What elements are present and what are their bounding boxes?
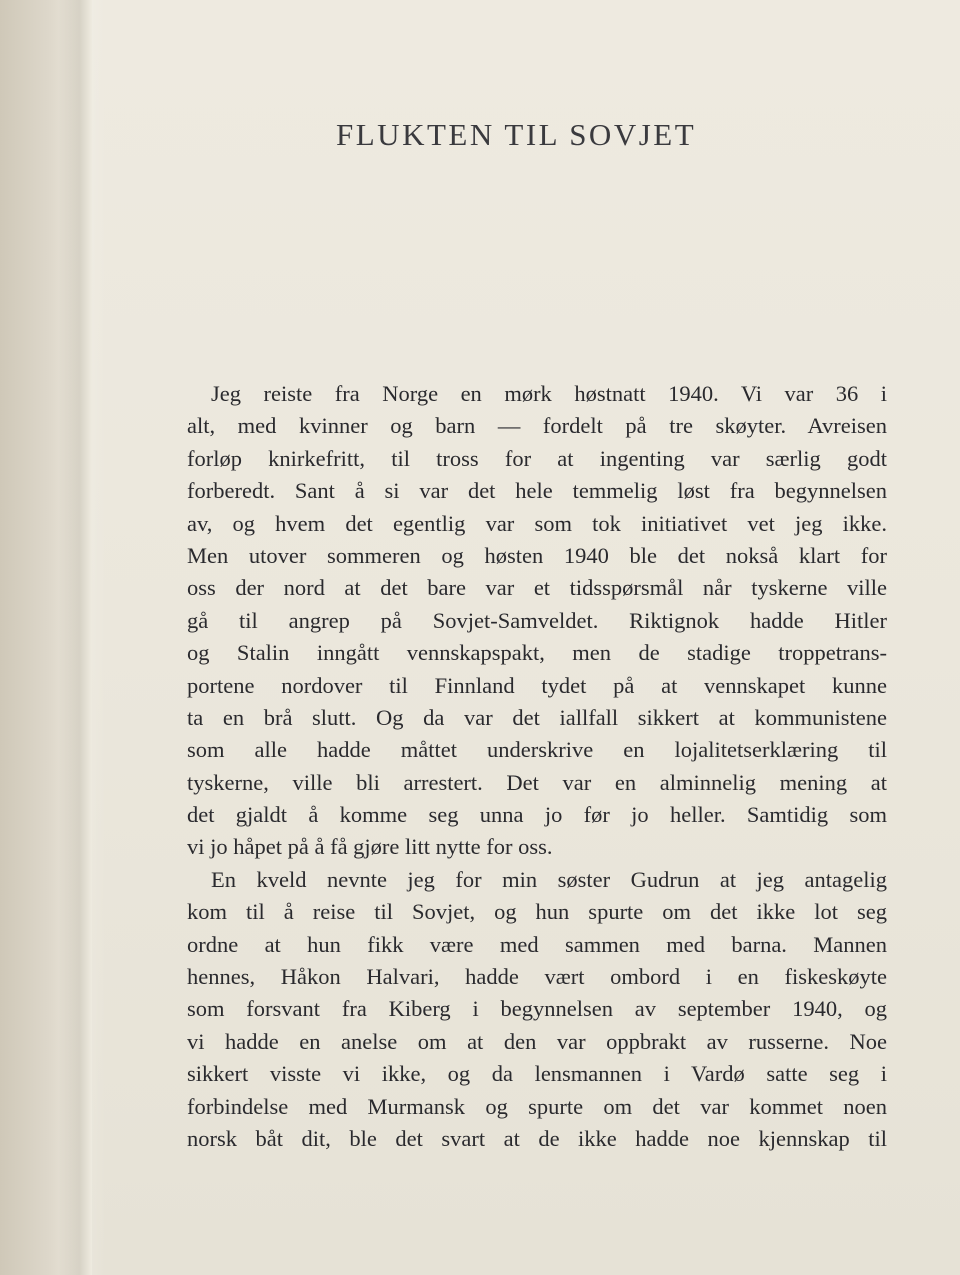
text-line: forbindelse med Murmansk og spurte om det var kommet noen bbox=[187, 1093, 887, 1119]
text-line: og Stalin inngått vennskapspakt, men de stadige troppetrans- bbox=[187, 640, 887, 666]
text-line: oss der nord at det bare var et tidsspørsmål når tyskerne ville bbox=[187, 575, 887, 601]
text-line: det gjaldt å komme seg unna jo før jo heller. Samtidig som bbox=[187, 802, 887, 828]
text-line: norsk båt dit, ble det svart at de ikke hadde noe kjennskap til bbox=[187, 1125, 887, 1151]
book-gutter bbox=[58, 0, 106, 1275]
text-line: Jeg reiste fra Norge en mørk høstnatt 1940. Vi var 36 i bbox=[211, 381, 887, 406]
text-line: forberedt. Sant å si var det hele temmelig løst fra begynnelsen bbox=[187, 478, 887, 504]
text-line: forløp knirkefritt, til tross for at ingenting var særlig godt bbox=[187, 445, 887, 471]
text-line: av, og hvem det egentlig var som tok initiativet vet jeg ikke. bbox=[187, 510, 887, 536]
text-line: ta en brå slutt. Og da var det iallfall sikkert at kommunistene bbox=[187, 704, 887, 730]
body-text bbox=[187, 378, 887, 1155]
text-line: alt, med kvinner og barn — fordelt på tre skøyter. Avreisen bbox=[187, 413, 887, 439]
text-line: kom til å reise til Sovjet, og hun spurte om det ikke lot seg bbox=[187, 899, 887, 925]
text-line: Men utover sommeren og høsten 1940 ble det nokså klart for bbox=[187, 542, 887, 568]
text-line: gå til angrep på Sovjet-Samveldet. Riktignok hadde Hitler bbox=[187, 607, 887, 633]
text-line: portene nordover til Finnland tydet på at vennskapet kunne bbox=[187, 672, 887, 698]
text-line: ordne at hun fikk være med sammen med barna. Mannen bbox=[187, 931, 887, 957]
text-line: tyskerne, ville bli arrestert. Det var en alminnelig mening at bbox=[187, 769, 887, 795]
text-line: som alle hadde måttet underskrive en lojalitetserklæring til bbox=[187, 737, 887, 763]
text-line: sikkert visste vi ikke, og da lensmannen i Vardø satte seg i bbox=[187, 1061, 887, 1087]
text-line: vi jo håpet på å få gjøre litt nytte for oss. bbox=[187, 834, 553, 860]
text-line: som forsvant fra Kiberg i begynnelsen av september 1940, og bbox=[187, 996, 887, 1022]
text-line: En kveld nevnte jeg for min søster Gudrun at jeg antagelig bbox=[211, 866, 887, 892]
chapter-title: FLUKTEN TIL SOVJET bbox=[336, 116, 697, 152]
text-line: hennes, Håkon Halvari, hadde vært ombord i en fiskeskøyte bbox=[187, 964, 887, 990]
text-line: vi hadde en anelse om at den var oppbrakt av russerne. Noe bbox=[187, 1028, 887, 1054]
